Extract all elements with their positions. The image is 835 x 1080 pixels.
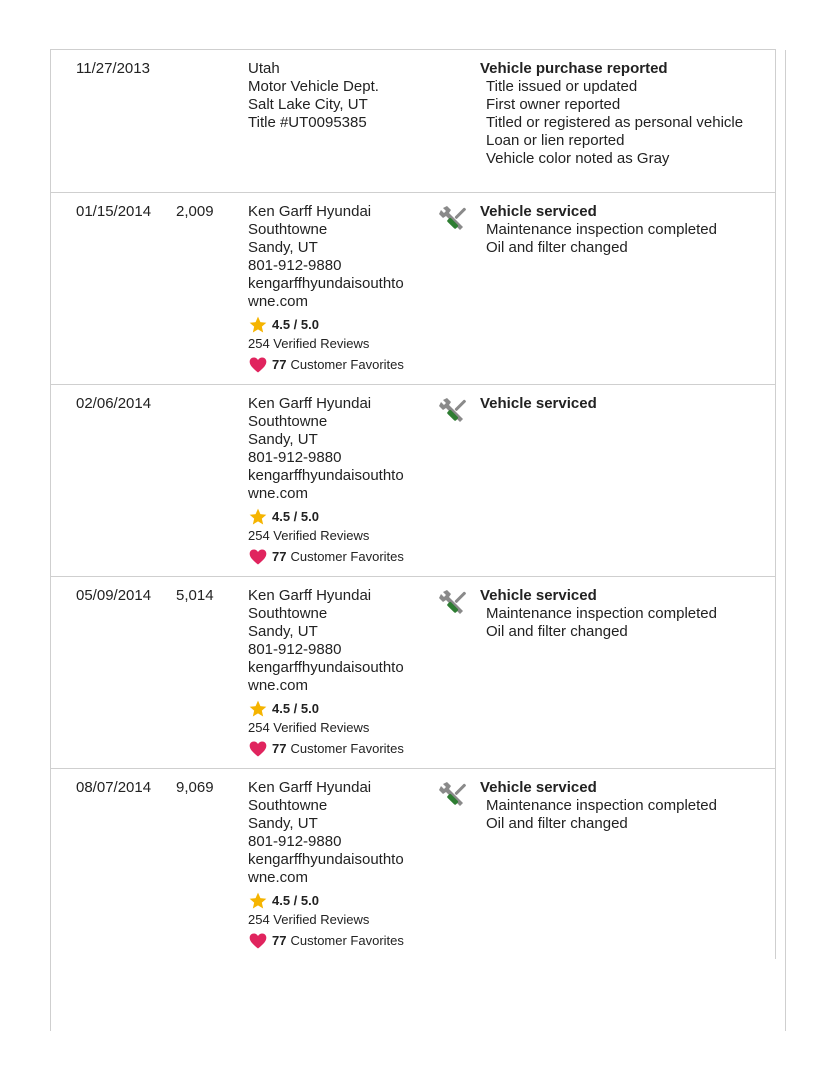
detail-item: Maintenance inspection completed — [486, 605, 717, 622]
source-line: Sandy, UT — [248, 239, 318, 256]
source-line: Southtowne — [248, 797, 328, 814]
detail-item: Maintenance inspection completed — [486, 797, 717, 814]
source-line: Motor Vehicle Dept. — [248, 78, 379, 95]
record-details — [480, 587, 770, 641]
service-tools-icon — [438, 203, 468, 233]
history-record — [50, 384, 776, 576]
source-phone[interactable]: 801-912-9880 — [248, 641, 342, 658]
favorites-count: 77 — [272, 741, 287, 756]
vehicle-history-table — [50, 49, 776, 959]
detail-item: Vehicle color noted as Gray — [486, 150, 670, 167]
source-phone[interactable]: 801-912-9880 — [248, 257, 342, 274]
source-line: Title #UT0095385 — [248, 114, 367, 131]
record-title: Vehicle serviced — [480, 779, 597, 796]
record-mileage: 9,069 — [176, 779, 214, 796]
source-line: Ken Garff Hyundai — [248, 395, 372, 412]
favorites-label: Customer Favorites — [290, 549, 404, 564]
record-source — [248, 60, 428, 132]
record-date: 08/07/2014 — [76, 779, 152, 796]
customer-favorites — [248, 931, 428, 951]
detail-item: Title issued or updated — [486, 78, 638, 95]
history-record — [50, 49, 776, 192]
rating-value: 4.5 / 5.0 — [272, 701, 319, 716]
favorites-count: 77 — [272, 357, 287, 372]
source-line: Salt Lake City, UT — [248, 96, 368, 113]
record-title: Vehicle serviced — [480, 395, 597, 412]
record-date: 02/06/2014 — [76, 395, 152, 412]
verified-reviews-link[interactable]: 254 Verified Reviews — [248, 528, 370, 543]
detail-item: Oil and filter changed — [486, 815, 628, 832]
record-mileage: 5,014 — [176, 587, 214, 604]
heart-icon — [248, 931, 268, 951]
star-icon — [248, 891, 268, 911]
record-title: Vehicle serviced — [480, 203, 597, 220]
source-line: Ken Garff Hyundai — [248, 587, 372, 604]
star-icon — [248, 507, 268, 527]
verified-reviews-link[interactable]: 254 Verified Reviews — [248, 336, 370, 351]
source-website[interactable]: kengarffhyundaisouthto — [248, 851, 404, 868]
source-website[interactable]: kengarffhyundaisouthto — [248, 659, 404, 676]
source-website[interactable]: kengarffhyundaisouthto — [248, 275, 404, 292]
record-date: 01/15/2014 — [76, 203, 152, 220]
record-details — [480, 779, 770, 833]
customer-favorites — [248, 547, 428, 567]
dealer-rating — [248, 891, 428, 911]
source-line: Southtowne — [248, 413, 328, 430]
detail-item: Loan or lien reported — [486, 132, 625, 149]
verified-reviews-link[interactable]: 254 Verified Reviews — [248, 912, 370, 927]
source-website[interactable]: kengarffhyundaisouthto — [248, 467, 404, 484]
record-mileage: 2,009 — [176, 203, 214, 220]
favorites-label: Customer Favorites — [290, 357, 404, 372]
detail-item: First owner reported — [486, 96, 621, 113]
source-line: Southtowne — [248, 605, 328, 622]
record-details — [480, 395, 770, 413]
source-line: Sandy, UT — [248, 623, 318, 640]
customer-favorites — [248, 739, 428, 759]
source-website[interactable]: wne.com — [248, 485, 309, 502]
source-line: Sandy, UT — [248, 815, 318, 832]
source-line: Ken Garff Hyundai — [248, 203, 372, 220]
customer-favorites — [248, 355, 428, 375]
history-record — [50, 192, 776, 384]
record-date: 11/27/2013 — [76, 60, 150, 77]
source-line: Southtowne — [248, 221, 328, 238]
favorites-count: 77 — [272, 549, 287, 564]
detail-item: Maintenance inspection completed — [486, 221, 717, 238]
record-title: Vehicle serviced — [480, 587, 597, 604]
rating-value: 4.5 / 5.0 — [272, 893, 319, 908]
source-phone[interactable]: 801-912-9880 — [248, 449, 342, 466]
dealer-rating — [248, 315, 428, 335]
detail-item: Titled or registered as personal vehicle — [486, 114, 744, 131]
dealer-rating — [248, 699, 428, 719]
source-line: Utah — [248, 60, 280, 77]
source-website[interactable]: wne.com — [248, 293, 309, 310]
rating-value: 4.5 / 5.0 — [272, 317, 319, 332]
heart-icon — [248, 355, 268, 375]
source-website[interactable]: wne.com — [248, 677, 309, 694]
source-website[interactable]: wne.com — [248, 869, 309, 886]
service-tools-icon — [438, 587, 468, 617]
record-title: Vehicle purchase reported — [480, 60, 668, 77]
record-source — [248, 203, 428, 375]
favorites-label: Customer Favorites — [290, 741, 404, 756]
rating-value: 4.5 / 5.0 — [272, 509, 319, 524]
detail-item: Oil and filter changed — [486, 239, 628, 256]
page-right-border — [785, 50, 786, 1031]
favorites-count: 77 — [272, 933, 287, 948]
source-line: Sandy, UT — [248, 431, 318, 448]
heart-icon — [248, 739, 268, 759]
history-record — [50, 768, 776, 959]
record-details — [480, 203, 770, 257]
source-phone[interactable]: 801-912-9880 — [248, 833, 342, 850]
heart-icon — [248, 547, 268, 567]
record-date: 05/09/2014 — [76, 587, 152, 604]
dealer-rating — [248, 507, 428, 527]
record-source — [248, 395, 428, 567]
record-details — [480, 60, 770, 168]
verified-reviews-link[interactable]: 254 Verified Reviews — [248, 720, 370, 735]
record-source — [248, 587, 428, 759]
detail-item: Oil and filter changed — [486, 623, 628, 640]
record-source — [248, 779, 428, 951]
star-icon — [248, 315, 268, 335]
service-tools-icon — [438, 395, 468, 425]
star-icon — [248, 699, 268, 719]
history-record — [50, 576, 776, 768]
source-line: Ken Garff Hyundai — [248, 779, 372, 796]
service-tools-icon — [438, 779, 468, 809]
favorites-label: Customer Favorites — [290, 933, 404, 948]
